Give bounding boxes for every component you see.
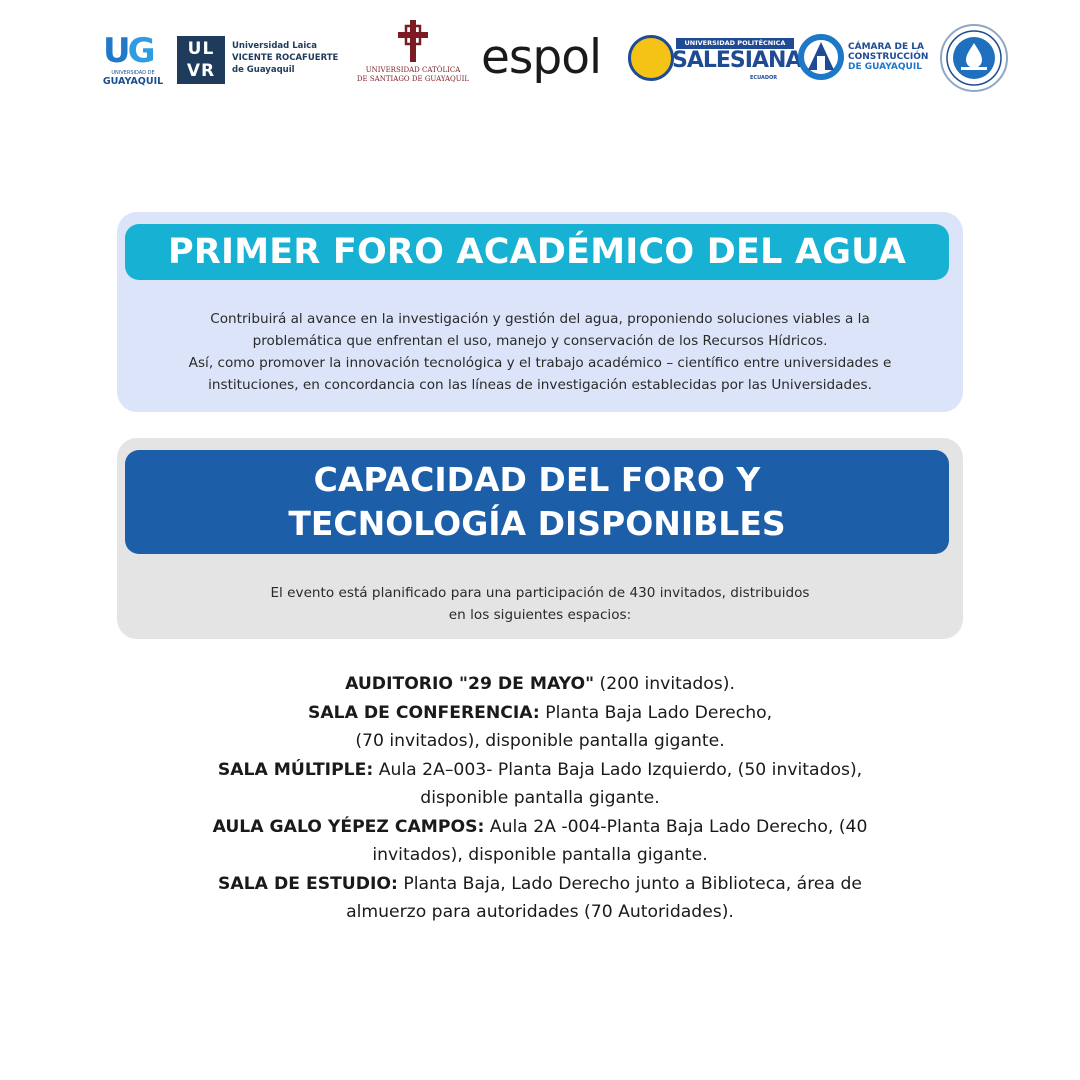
space-item bbox=[150, 870, 930, 899]
camara-name-line1: CÁMARA DE LA bbox=[848, 42, 924, 52]
ulvr-monogram-line1: UL bbox=[187, 39, 215, 59]
space-item bbox=[150, 670, 930, 699]
capacity-description-line: El evento está planificado para una participación de 430 invitados, distribuidos bbox=[270, 585, 810, 601]
salesiana-line1: UNIVERSIDAD POLITÉCNICA bbox=[676, 38, 794, 49]
ulvr-name-line2: VICENTE ROCAFUERTE bbox=[232, 53, 339, 63]
ug-monogram bbox=[103, 31, 153, 71]
salesiana-shield-icon bbox=[628, 35, 674, 81]
ulvr-name-line3: de Guayaquil bbox=[232, 65, 295, 75]
capacity-description bbox=[117, 582, 963, 626]
space-detail-continued: disponible pantalla gigante. bbox=[420, 788, 660, 808]
camara-name-line3: DE GUAYAQUIL bbox=[848, 62, 922, 72]
foro-description-line: problemática que enfrentan el uso, manejo y conservación de los Recursos Hídricos. bbox=[252, 333, 828, 349]
space-name: AUDITORIO "29 DE MAYO" bbox=[345, 674, 595, 694]
logo-salesiana bbox=[628, 18, 802, 98]
ucsg-name-line2: DE SANTIAGO DE GUAYAQUIL bbox=[356, 75, 470, 83]
foro-description-line: Así, como promover la innovación tecnológica y el trabajo académico – científico entre universidades e bbox=[188, 355, 892, 371]
foro-intro-card bbox=[117, 212, 963, 412]
camara-name-line2: CONSTRUCCIÓN bbox=[848, 52, 929, 62]
space-name: SALA DE ESTUDIO: bbox=[218, 873, 398, 894]
capacity-title-line1: CAPACIDAD DEL FORO Y bbox=[313, 460, 761, 499]
space-item bbox=[150, 756, 930, 785]
logo-ucsg bbox=[346, 18, 480, 98]
ug-caption-small: UNIVERSIDAD DE bbox=[111, 70, 155, 76]
space-detail-continued: invitados), disponible pantalla gigante. bbox=[372, 845, 708, 865]
space-detail: Planta Baja Lado Derecho, bbox=[539, 702, 773, 723]
foro-title: PRIMER FORO ACADÉMICO DEL AGUA bbox=[125, 224, 949, 280]
logo-strip bbox=[95, 18, 1015, 98]
logo-ulvr bbox=[177, 18, 349, 98]
espol-wordmark: espol bbox=[481, 30, 602, 85]
space-detail: (200 invitados). bbox=[594, 674, 735, 694]
logo-espol bbox=[481, 18, 631, 98]
space-detail: Planta Baja, Lado Derecho junto a Biblioteca, área de bbox=[397, 873, 862, 894]
water-seal-icon bbox=[939, 23, 1009, 93]
space-name: SALA DE CONFERENCIA: bbox=[307, 702, 540, 723]
ug-caption-big: GUAYAQUIL bbox=[102, 76, 164, 87]
capacity-title bbox=[125, 450, 949, 554]
space-detail: Aula 2A -004-Planta Baja Lado Derecho, (40 bbox=[484, 816, 868, 837]
space-item bbox=[150, 699, 930, 728]
ulvr-monogram-box bbox=[177, 36, 225, 84]
logo-camara-construccion bbox=[798, 18, 940, 98]
space-item bbox=[150, 813, 930, 842]
salesiana-line2: SALESIANA bbox=[672, 48, 802, 73]
logo-universidad-de-guayaquil bbox=[95, 18, 170, 98]
camara-name bbox=[848, 42, 943, 72]
ucsg-name-line1: UNIVERSIDAD CATÓLICA bbox=[365, 66, 461, 74]
ug-letter-u: U bbox=[103, 31, 128, 71]
ulvr-name-line1: Universidad Laica bbox=[232, 41, 318, 51]
ulvr-monogram-line2: VR bbox=[186, 61, 216, 81]
space-detail-continued: almuerzo para autoridades (70 Autoridades). bbox=[346, 902, 734, 922]
space-name: AULA GALO YÉPEZ CAMPOS: bbox=[212, 816, 485, 837]
space-name: SALA MÚLTIPLE: bbox=[217, 759, 374, 780]
foro-description-line: instituciones, en concordancia con las líneas de investigación establecidas por las Universidades. bbox=[208, 377, 872, 393]
capacity-description-line: en los siguientes espacios: bbox=[448, 607, 632, 623]
capacity-title-line2: TECNOLOGÍA DISPONIBLES bbox=[288, 504, 786, 543]
foro-description bbox=[117, 308, 963, 396]
spaces-list bbox=[150, 670, 930, 927]
space-detail: Aula 2A–003- Planta Baja Lado Izquierdo, (50 invitados), bbox=[373, 759, 863, 780]
ug-letter-g: G bbox=[127, 31, 153, 71]
ulvr-name bbox=[232, 40, 352, 76]
ucsg-cross-icon bbox=[398, 20, 428, 62]
capacity-card bbox=[117, 438, 963, 639]
camara-emblem-icon bbox=[798, 34, 844, 80]
salesiana-line3: ECUADOR bbox=[750, 75, 778, 81]
logo-water-seal bbox=[937, 18, 1015, 98]
foro-description-line: Contribuirá al avance en la investigación y gestión del agua, proponiendo soluciones viables a la bbox=[210, 311, 870, 327]
space-detail-continued: (70 invitados), disponible pantalla gigante. bbox=[355, 731, 725, 751]
